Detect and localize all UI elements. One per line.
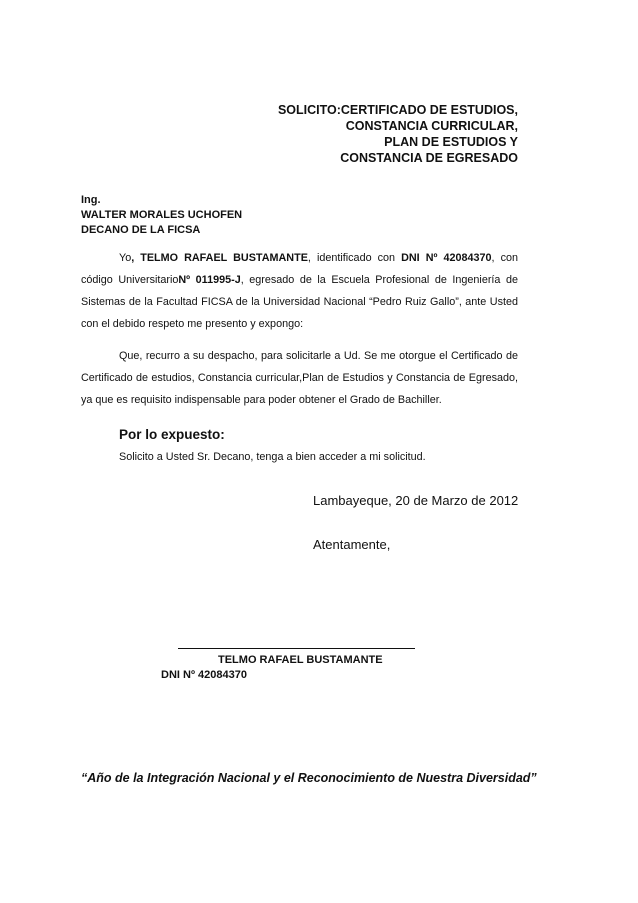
addressee-name: WALTER MORALES UCHOFEN bbox=[81, 209, 243, 221]
request-paragraph bbox=[81, 345, 518, 411]
signature-line bbox=[178, 648, 415, 649]
student-code: Nº 011995-J bbox=[178, 274, 241, 286]
subject-line: CONSTANCIA CURRICULAR, bbox=[345, 119, 518, 133]
intro-text: , identificado con bbox=[307, 252, 402, 264]
addressee-block bbox=[81, 193, 242, 238]
intro-text: , con código Universitario bbox=[81, 252, 518, 286]
subject-line: CONSTANCIA DE EGRESADO bbox=[340, 151, 518, 165]
intro-text: Yo bbox=[119, 252, 132, 264]
expuesto-body: Solicito a Usted Sr. Decano, tenga a bien acceder a mi solicitud. bbox=[119, 451, 426, 463]
introduction-paragraph bbox=[81, 247, 518, 335]
applicant-dni: DNI Nº 42084370 bbox=[401, 252, 492, 264]
addressee-title: Ing. bbox=[81, 194, 101, 206]
year-motto: “Año de la Integración Nacional y el Reconocimiento de Nuestra Diversidad” bbox=[81, 771, 537, 785]
subject-line: SOLICITO:CERTIFICADO DE ESTUDIOS, bbox=[277, 103, 518, 117]
expuesto-heading: Por lo expuesto: bbox=[119, 427, 225, 442]
place-date: Lambayeque, 20 de Marzo de 2012 bbox=[313, 493, 519, 508]
addressee-position: DECANO DE LA FICSA bbox=[81, 224, 201, 236]
request-text: Que, recurro a su despacho, para solicitarle a Ud. Se me otorgue el Certificado de Certificado de estudios, Constancia curricular,Plan de Estudios y Constancia de Egresado, ya que es requisito indispensable para poder obtener el Grado de Bachiller. bbox=[81, 350, 518, 406]
intro-text: , egresado de la Escuela Profesional de Ingeniería de Sistemas de la Facultad FICSA de la Universidad Nacional “Pedro Ruiz Gallo”, ante Usted con el debido respeto me presento y expongo: bbox=[81, 274, 518, 330]
closing: Atentamente, bbox=[313, 537, 391, 552]
subject-block bbox=[150, 102, 518, 166]
signature-name: TELMO RAFAEL BUSTAMANTE bbox=[218, 654, 383, 666]
applicant-name: , TELMO RAFAEL BUSTAMANTE bbox=[131, 252, 308, 264]
signature-dni: DNI Nº 42084370 bbox=[161, 669, 247, 681]
subject-line: PLAN DE ESTUDIOS Y bbox=[384, 135, 518, 149]
